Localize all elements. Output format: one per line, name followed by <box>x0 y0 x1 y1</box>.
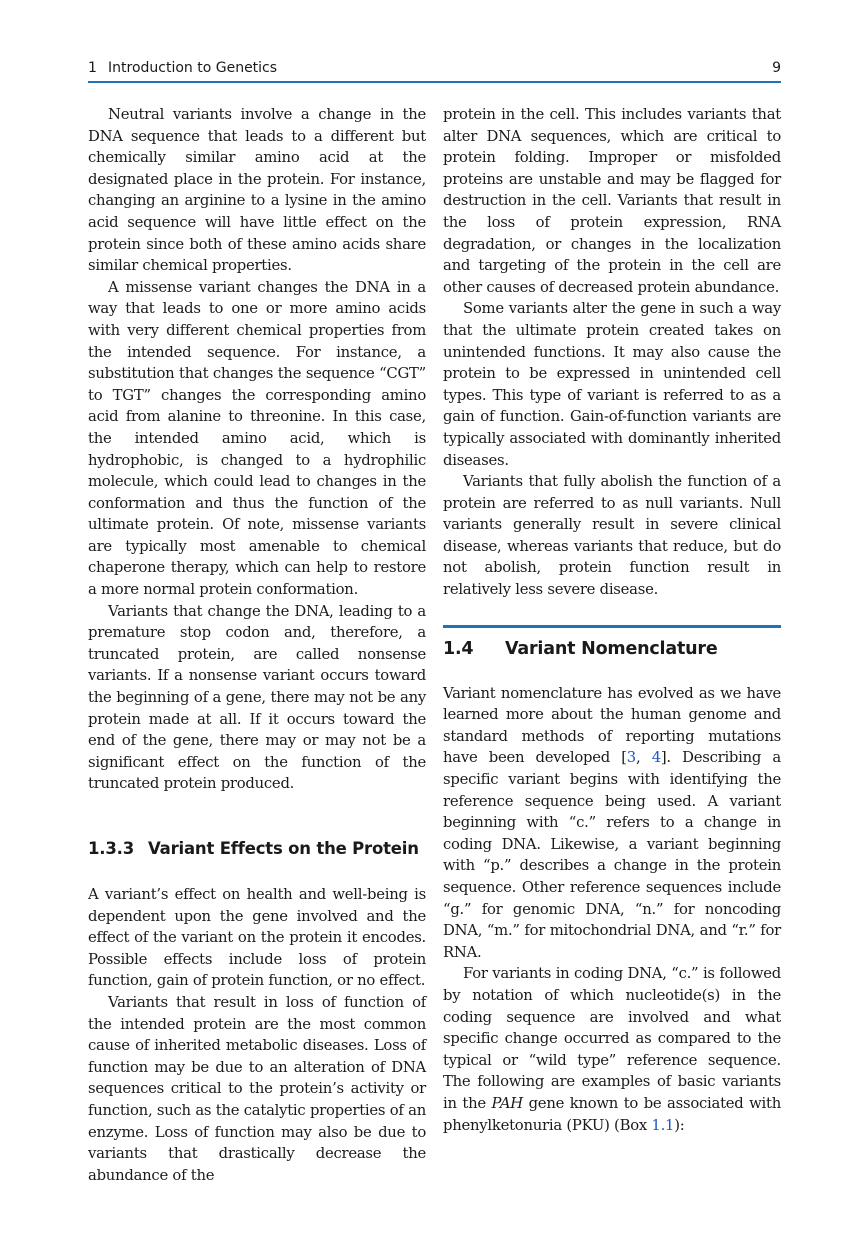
section-title: Variant Nomenclature <box>505 638 718 659</box>
section-heading-1-3-3 <box>88 838 426 860</box>
page-number: 9 <box>772 60 781 76</box>
running-head-chapter <box>88 60 277 76</box>
section-number: 1.3.3 <box>88 839 134 858</box>
paragraph-loss-of-function: Variants that result in loss of function of the intended protein are the most common cause of inherited metabolic diseases. Loss of function may be due to an alteration of DNA sequences critical to the protein’s activity or function, such as the catalytic properties of an enzyme. Loss of function may also be due to variants that drastically decrease the abundance of the <box>88 993 426 1184</box>
paragraph-protein-abundance: protein in the cell. This includes variants that alter DNA sequences, which are critical to protein folding. Improper or misfolded proteins are unstable and may be flagged for destruction in the cell. Variants that result in the loss of protein expression, RNA degradation, or changes in the localization and targeting of the protein in the cell are other causes of decreased protein abundance. <box>443 106 781 296</box>
paragraph-null-variants: Variants that fully abolish the function of a protein are referred to as null variants. Null variants generally result in severe clinical disease, whereas variants that reduce, but do not abolish, protein function result in relatively less severe disease. <box>443 473 781 599</box>
paragraph-variant-effect: A variant’s effect on health and well-being is dependent upon the gene involved and the effect of the variant on the protein it encodes. Possible effects include loss of protein function, gain of protein function, or no effect. <box>88 886 426 990</box>
paragraph-variant-nomenclature: Variant nomenclature has evolved as we have learned more about the human genome and standard methods of reporting mutations have been developed [3, 4]. Describing a specific variant begins with identifying the reference sequence being used. A variant beginning with “c.” refers to a change in coding DNA. Likewise, a variant beginning with “p.” describes a change in the protein sequence. Other reference sequences include “g.” for genomic DNA, “n.” for noncoding DNA, “m.” for mitochondrial DNA, and “r.” for RNA. <box>443 684 781 961</box>
citation-link-4[interactable]: 4 <box>651 749 661 767</box>
right-column <box>443 104 781 1136</box>
running-head <box>88 58 781 80</box>
citation-link-3[interactable]: 3 <box>626 749 636 767</box>
left-column <box>88 104 426 1186</box>
section-rule <box>443 625 781 628</box>
paragraph-gain-of-function: Some variants alter the gene in such a way that the ultimate protein created takes on unintended functions. It may also cause the protein to be expressed in unintended cell types. This type of variant is referred to as a gain of function. Gain-of-function variants are typically associated with dominantly inherited diseases. <box>443 300 781 469</box>
section-number: 1.4 <box>443 638 474 659</box>
paragraph-coding-dna-notation: For variants in coding DNA, “c.” is followed by notation of which nucleotide(s) in the coding sequence are involved and what specific change occurred as compared to the typical or “wild type” reference sequence. The following are examples of basic variants in the PAH gene known to be associated with phenylketonuria (PKU) (Box 1.1): <box>443 965 781 1134</box>
section-title: Variant Effects on the Protein <box>148 839 419 858</box>
paragraph-nonsense-variants: Variants that change the DNA, leading to a premature stop codon and, therefore, a truncated protein, are called nonsense variants. If a nonsense variant occurs toward the beginning of a gene, there may not be any protein made at all. If it occurs toward the end of the gene, there may or may not be a significant effect on the function of the truncated protein produced. <box>88 602 426 793</box>
paragraph-missense-variant: A missense variant changes the DNA in a way that leads to one or more amino acids with very different chemical properties from the intended sequence. For instance, a substitution that changes the sequence “CGT” to TGT” changes the corresponding amino acid from alanine to threonine. In this case, the intended amino acid, which is hydrophobic, is changed to a hydrophilic molecule, which could lead to changes in the conformation and thus the function of the ultimate protein. Of note, missense variants are typically most amenable to chemical chaperone therapy, which can help to restore a more normal protein conformation. <box>88 278 426 599</box>
header-rule <box>88 81 781 83</box>
gene-name: PAH <box>491 1094 523 1112</box>
section-heading-1-4 <box>443 637 781 661</box>
chapter-number: 1 <box>88 60 97 76</box>
section-1-4-header <box>443 625 781 661</box>
chapter-title: Introduction to Genetics <box>108 60 278 76</box>
box-link-1-1[interactable]: 1.1 <box>651 1116 675 1134</box>
paragraph-neutral-variants: Neutral variants involve a change in the DNA sequence that leads to a different but chemically similar amino acid at the designated place in the protein. For instance, changing an arginine to a lysine in the amino acid sequence will have little effect on the protein since both of these amino acids share similar chemical properties. <box>88 106 426 275</box>
